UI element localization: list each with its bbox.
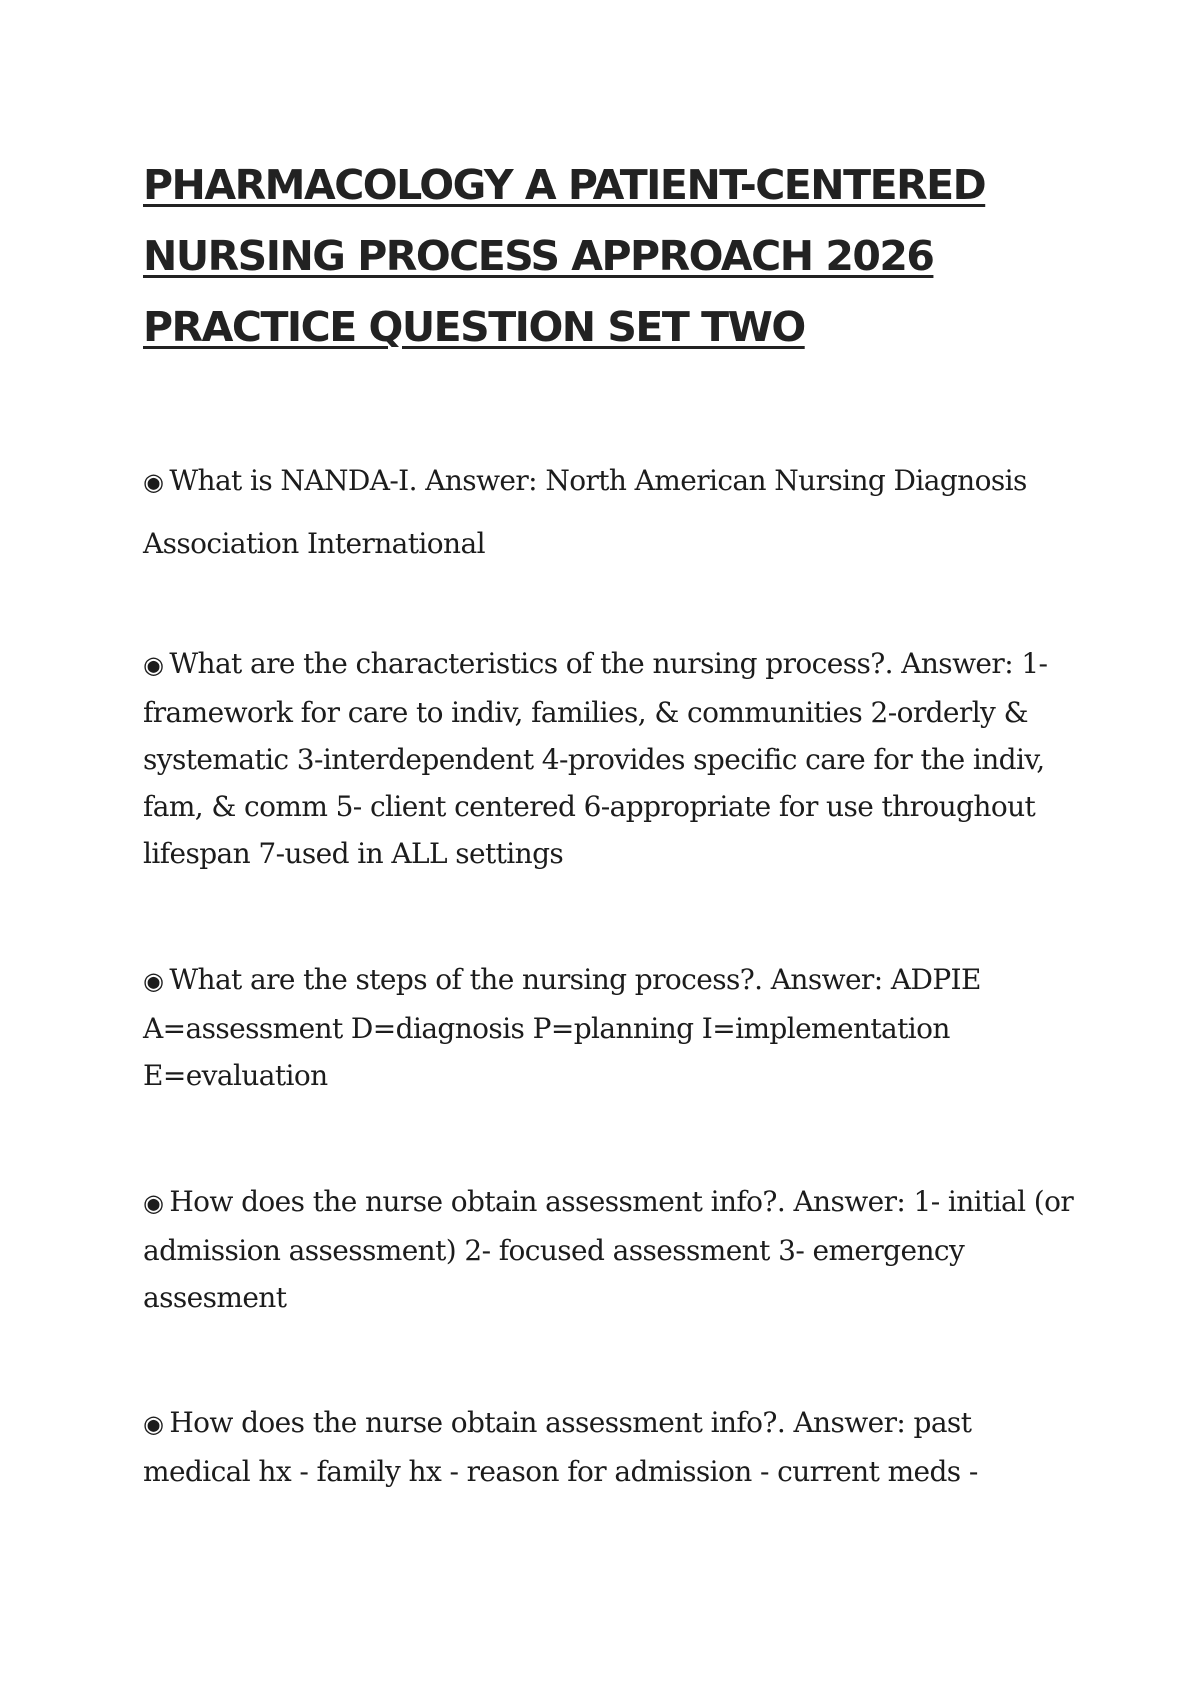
title-line: PHARMACOLOGY A PATIENT-CENTERED — [143, 161, 986, 209]
question-answer: How does the nurse obtain assessment info?. Answer: 1- initial (or admission assessment) 2- focused assessment 3- emergency assesment — [143, 1185, 1074, 1314]
question-answer: What are the steps of the nursing process?. Answer: ADPIE A=assessment D=diagnosis P=planning I=implementation E=evaluation — [143, 963, 981, 1092]
question-answer: What are the characteristics of the nursing process?. Answer: 1- framework for care to indiv, families, & communities 2-orderly & systematic 3-interdependent 4-provides specific care for the indiv, fam, & comm 5- client centered 6-appropriate for use throughout lifespan 7-used in ALL settings — [143, 647, 1048, 870]
document-title — [143, 150, 1043, 363]
question-item — [143, 1399, 1083, 1495]
bullet-icon: ◉ — [143, 468, 164, 496]
bullet-icon: ◉ — [143, 651, 164, 679]
question-answer: How does the nurse obtain assessment info?. Answer: past medical hx - family hx - reason for admission - current meds - — [143, 1406, 978, 1488]
bullet-icon: ◉ — [143, 967, 164, 995]
question-item — [143, 450, 1083, 575]
title-line: PRACTICE QUESTION SET TWO — [143, 303, 805, 351]
bullet-icon: ◉ — [143, 1410, 164, 1438]
question-answer: What is NANDA-I. Answer: North American Nursing Diagnosis Association International — [143, 464, 1027, 560]
question-text — [143, 956, 1083, 1099]
title-line: NURSING PROCESS APPROACH 2026 — [143, 232, 934, 280]
question-item — [143, 640, 1083, 877]
question-text — [143, 1399, 1083, 1495]
question-text — [143, 450, 1083, 575]
question-item — [143, 1178, 1083, 1321]
question-text — [143, 640, 1083, 877]
question-item — [143, 956, 1083, 1099]
bullet-icon: ◉ — [143, 1189, 164, 1217]
question-text — [143, 1178, 1083, 1321]
